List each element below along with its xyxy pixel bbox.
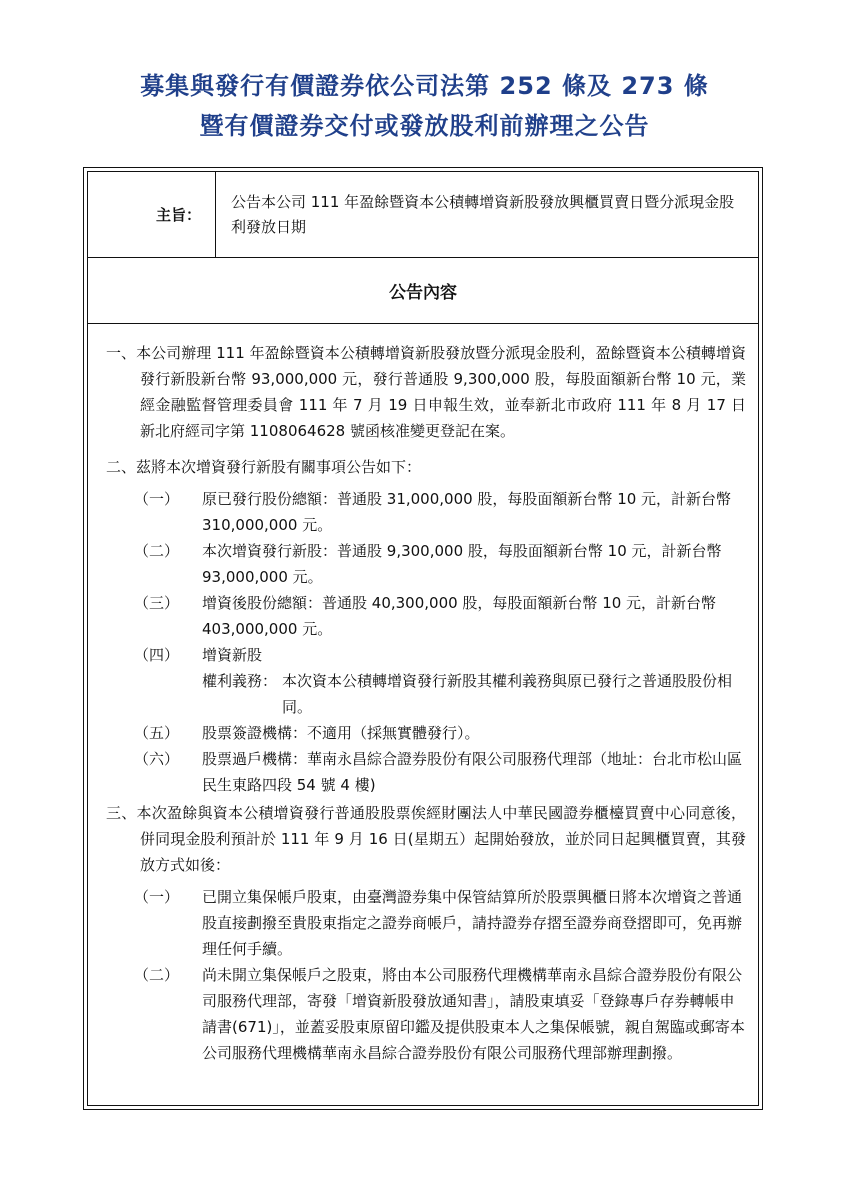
item-number: （一） [134,888,180,906]
list-item [134,486,746,538]
item-text: 原已發行股份總額：普通股 31,000,000 股，每股面額新台幣 10 元，計新台幣 310,000,000 元。 [202,490,732,534]
subject-text: 公告本公司 111 年盈餘暨資本公積轉增資新股發放興櫃買賣日暨分派現金股利發放日期 [231,193,735,236]
item-text: 股票簽證機構：不適用（採無實體發行）。 [202,724,480,742]
page-title-line1: 募集與發行有價證券依公司法第 252 條及 273 條 [140,72,709,100]
item-number: （二） [134,542,180,560]
list-item [134,590,746,642]
item-number: （二） [134,966,180,984]
item-text: 尚未開立集保帳戶之股東，將由本公司服務代理機構華南永昌綜合證券股份有限公司服務代理部，寄發「增資新股發放通知書」，請股東填妥「登錄專戶存券轉帳申請書(671)」，並蓋妥股東原留印鑑及提供股東本人之集保帳號，親自駕臨或郵寄本公司服務代理機構華南永昌綜合證券股份有限公司服務代理部辦理劃撥。 [202,966,745,1062]
item-number: （三） [134,594,180,612]
subitem-text: 本次資本公積轉增資發行新股其權利義務與原已發行之普通股股份相同。 [282,672,733,716]
announcement-table [87,171,759,1106]
subitem-label: 權利義務： [202,672,278,690]
list-item [134,746,746,798]
section-3 [106,800,746,1066]
subject-label: 主旨： [88,172,216,257]
item-number: （一） [134,490,180,508]
section-2-text: 二、茲將本次增資發行新股有關事項公告如下： [106,458,422,476]
section-1 [106,340,746,444]
item-number: （四） [134,646,180,664]
item-number: （五） [134,724,180,742]
item-text: 增資新股 [202,646,263,664]
section-3-items [106,884,746,1066]
page-title-line2: 暨有價證券交付或發放股利前辦理之公告 [199,112,650,140]
announcement-body [88,324,758,1105]
subject-row [88,172,758,258]
item-text: 本次增資發行新股：普通股 9,300,000 股，每股面額新台幣 10 元，計新台幣 93,000,000 元。 [202,542,722,586]
list-item [134,884,746,962]
item-text: 股票過戶機構：華南永昌綜合證券股份有限公司服務代理部（地址：台北市松山區民生東路四段 54 號 4 樓) [202,750,743,794]
section-2-items [106,486,746,798]
section-3-text: 三、本次盈餘與資本公積增資發行普通股股票俟經財團法人中華民國證券櫃檯買賣中心同意後，併同現金股利預計於 111 年 9 月 16 日(星期五）起開始發放，並於同日起興櫃買賣，其發放方式如後： [106,804,746,874]
announcement-frame [83,167,763,1110]
list-item [134,642,746,668]
list-subitem [202,668,746,720]
item-text: 增資後股份總額：普通股 40,300,000 股，每股面額新台幣 10 元，計新台幣 403,000,000 元。 [202,594,717,638]
content-heading: 公告內容 [88,258,758,324]
list-item [134,538,746,590]
item-text: 已開立集保帳戶股東，由臺灣證券集中保管結算所於股票興櫃日將本次增資之普通股直接劃撥至貴股東指定之證券商帳戶，請持證券存摺至證券商登摺即可，免再辦理任何手續。 [202,888,743,958]
section-2 [106,454,746,798]
item-number: （六） [134,750,180,768]
list-item [134,720,746,746]
section-1-text: 一、本公司辦理 111 年盈餘暨資本公積轉增資新股發放暨分派現金股利，盈餘暨資本公積轉增資發行新股新台幣 93,000,000 元，發行普通股 9,300,000 股，每股面額新台幣 10 元，業經金融監督管理委員會 111 年 7 月 19 日申報生效，並奉新北市政府 111 年 8 月 17 日新北府經司字第 1108064628 號函核准變更登記在案。 [106,344,746,440]
list-item [134,962,746,1066]
